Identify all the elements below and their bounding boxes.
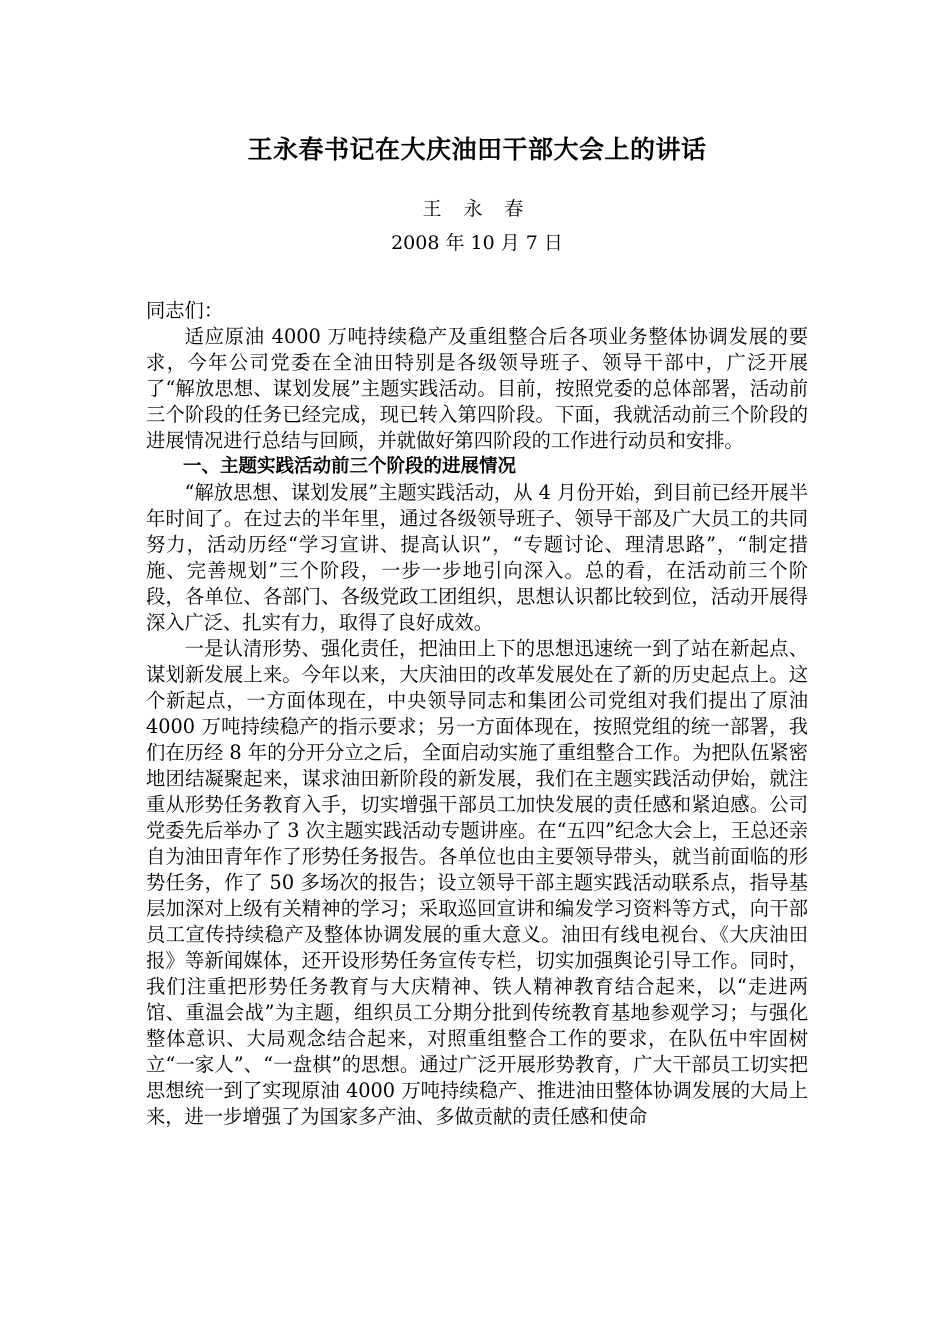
section-heading: 一、主题实践活动前三个阶段的进展情况 [183, 456, 517, 477]
section-paragraph-2: 一是认清形势、强化责任，把油田上下的思想迅速统一到了站在新起点、谋划新发展上来。今年以来，大庆油田的改革发展处在了新的历史起点上。这个新起点，一方面体现在，中央领导同志和集团公司党组对我们提出了原油 4000 万吨持续稳产的指示要求；另一方面体现在，按照党组的统一部署，我们在历经 8 年的分开分立之后，全面启动实施了重组整合工作。为把队伍紧密地团结凝聚起来，谋求油田新阶段的新发展，我们在主题实践活动伊始，就注重从形势任务教育入手，切实增强干部员工加快发展的责任感和紧迫感。公司党委先后举办了 3 次主题实践活动专题讲座。在“五四”纪念大会上，王总还亲自为油田青年作了形势任务报告。各单位也由主要领导带头，就当前面临的形势任务，作了 50 多场次的报告；设立领导干部主题实践活动联系点，指导基层加深对上级有关精神的学习；采取巡回宣讲和编发学习资料等方式，向干部员工宣传持续稳产及整体协调发展的重大意义。油田有线电视台、《大庆油田报》等新闻媒体，还开设形势任务宣传专栏，切实加强舆论引导工作。同时，我们注重把形势任务教育与大庆精神、铁人精神教育结合起来，以“走进两馆、重温会战”为主题，组织员工分期分批到传统教育基地参观学习；与强化整体意识、大局观念结合起来，对照重组整合工作的要求，在队伍中牢固树立“一家人”、“一盘棋”的思想。通过广泛开展形势教育，广大干部员工切实把思想统一到了实现原油 4000 万吨持续稳产、推进油田整体协调发展的大局上来，进一步增强了为国家多产油、多做贡献的责任感和使命 [146, 637, 808, 1128]
document-date: 2008 年 10 月 7 日 [391, 232, 563, 254]
section-paragraph-1: “解放思想、谋划发展”主题实践活动，从 4 月份开始，到目前已经开展半年时间了。在过去的半年里，通过各级领导班子、领导干部及广大员工的共同努力，活动历经“学习宣讲、提高认识”，“专题讨论、理清思路”，“制定措施、完善规划”三个阶段，一步一步地引向深入。总的看，在活动前三个阶段，各单位、各部门、各级党政工团组织，思想认识都比较到位，活动开展得深入广泛、扎实有力，取得了良好成效。 [146, 481, 808, 634]
document-page [146, 130, 808, 1130]
intro-paragraph: 适应原油 4000 万吨持续稳产及重组整合后各项业务整体协调发展的要求，今年公司党委在全油田特别是各级领导班子、领导干部中，广泛开展了“解放思想、谋划发展”主题实践活动。目前，按照党委的总体部署，活动前三个阶段的任务已经完成，现已转入第四阶段。下面，我就活动前三个阶段的进展情况进行总结与回顾，并就做好第四阶段的工作进行动员和安排。 [146, 325, 808, 452]
salutation: 同志们： [146, 299, 224, 322]
document-title: 王永春书记在大庆油田干部大会上的讲话 [247, 135, 707, 164]
document-author: 王 永 春 [422, 198, 532, 220]
document-body [146, 298, 808, 1130]
